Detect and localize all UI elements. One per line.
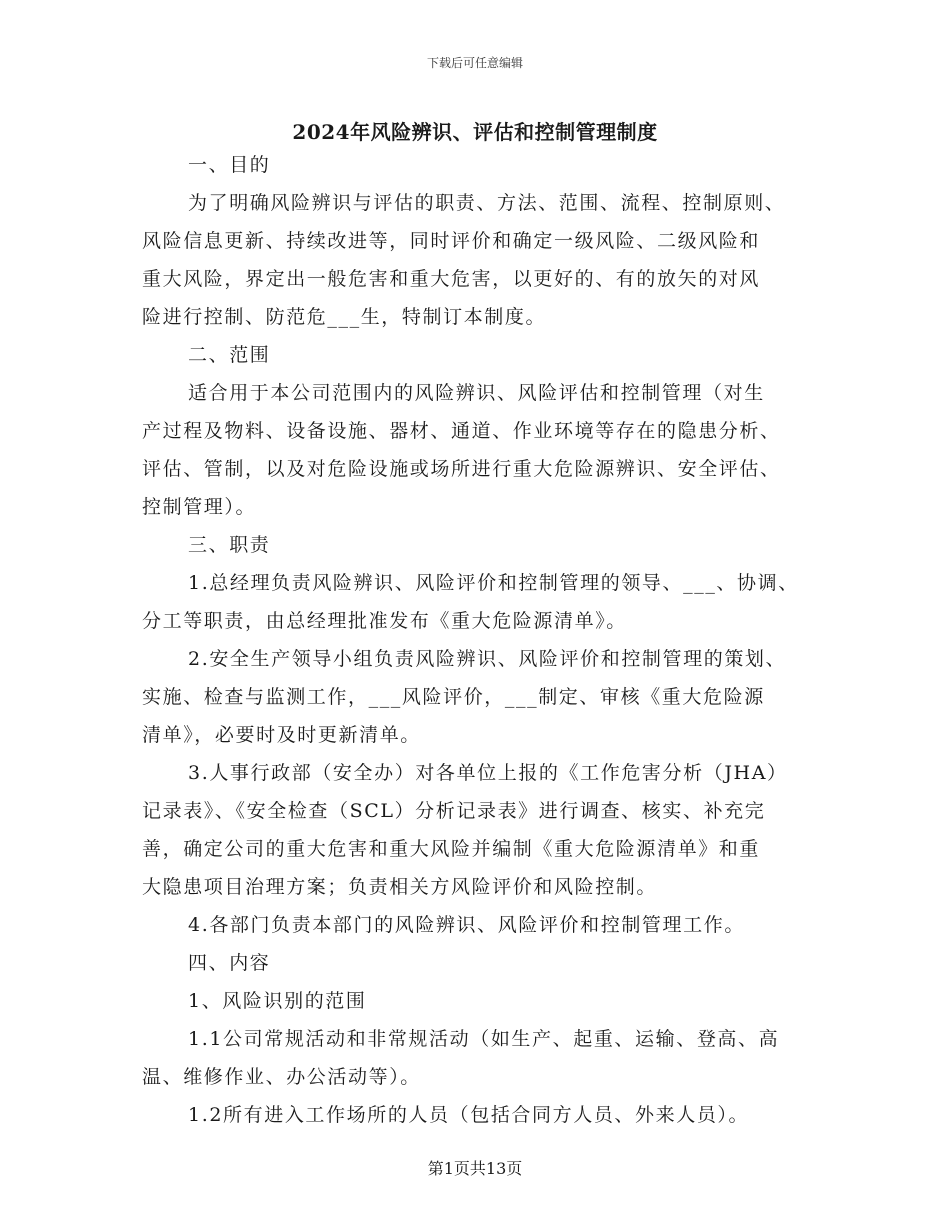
paragraph-line: 为了明确风险辨识与评估的职责、方法、范围、流程、控制原则、: [188, 192, 786, 214]
subsection-heading: 1、风险识别的范围: [188, 990, 367, 1012]
paragraph-line: 清单》，必要时及时更新清单。: [142, 724, 421, 746]
paragraph-line: 善，确定公司的重大危害和重大风险并编制《重大危险源清单》和重: [142, 838, 761, 860]
section-heading: 四、内容: [188, 952, 271, 974]
paragraph-line: 记录表》、《安全检查（SCL）分析记录表》进行调查、核实、补充完: [142, 800, 766, 822]
document-title: 2024年风险辨识、评估和控制管理制度: [292, 120, 658, 144]
paragraph-line: 实施、检查与监测工作，___风险评价，___制定、审核《重大危险源: [142, 686, 765, 708]
paragraph-line: 分工等职责，由总经理批准发布《重大危险源清单》。: [142, 610, 627, 632]
paragraph-line: 评估、管制，以及对危险设施或场所进行重大危险源辨识、安全评估、: [142, 458, 781, 480]
section-heading: 三、职责: [188, 534, 271, 556]
paragraph-line: 4.各部门负责本部门的风险辨识、风险评价和控制管理工作。: [188, 914, 745, 936]
paragraph-line: 适合用于本公司范围内的风险辨识、风险评估和控制管理（对生: [188, 382, 765, 404]
paragraph-line: 产过程及物料、设备设施、器材、通道、作业环境等存在的隐患分析、: [142, 420, 781, 442]
header-note: 下载后可任意编辑: [426, 56, 523, 70]
paragraph-line: 2.安全生产领导小组负责风险辨识、风险评价和控制管理的策划、: [188, 648, 787, 670]
paragraph-line: 3.人事行政部（安全办）对各单位上报的《工作危害分析（JHA）: [188, 762, 788, 784]
paragraph-line: 险进行控制、防范危___生，特制订本制度。: [142, 306, 547, 328]
paragraph-line: 1.2所有进入工作场所的人员（包括合同方人员、外来人员）。: [188, 1104, 750, 1126]
section-heading: 一、目的: [188, 154, 271, 176]
paragraph-line: 温、维修作业、办公活动等）。: [142, 1066, 421, 1088]
paragraph-line: 1.1公司常规活动和非常规活动（如生产、起重、运输、登高、高: [188, 1028, 780, 1050]
paragraph-line: 大隐患项目治理方案；负责相关方风险评价和风险控制。: [142, 876, 658, 898]
paragraph-line: 控制管理）。: [142, 496, 257, 518]
paragraph-line: 重大风险，界定出一般危害和重大危害，以更好的、有的放矢的对风: [142, 268, 761, 290]
paragraph-line: 风险信息更新、持续改进等，同时评价和确定一级风险、二级风险和: [142, 230, 761, 252]
paragraph-line: 1.总经理负责风险辨识、风险评价和控制管理的领导、___、协调、: [188, 572, 799, 594]
section-heading: 二、范围: [188, 344, 271, 366]
page-number-footer: 第1页共13页: [427, 1159, 523, 1178]
